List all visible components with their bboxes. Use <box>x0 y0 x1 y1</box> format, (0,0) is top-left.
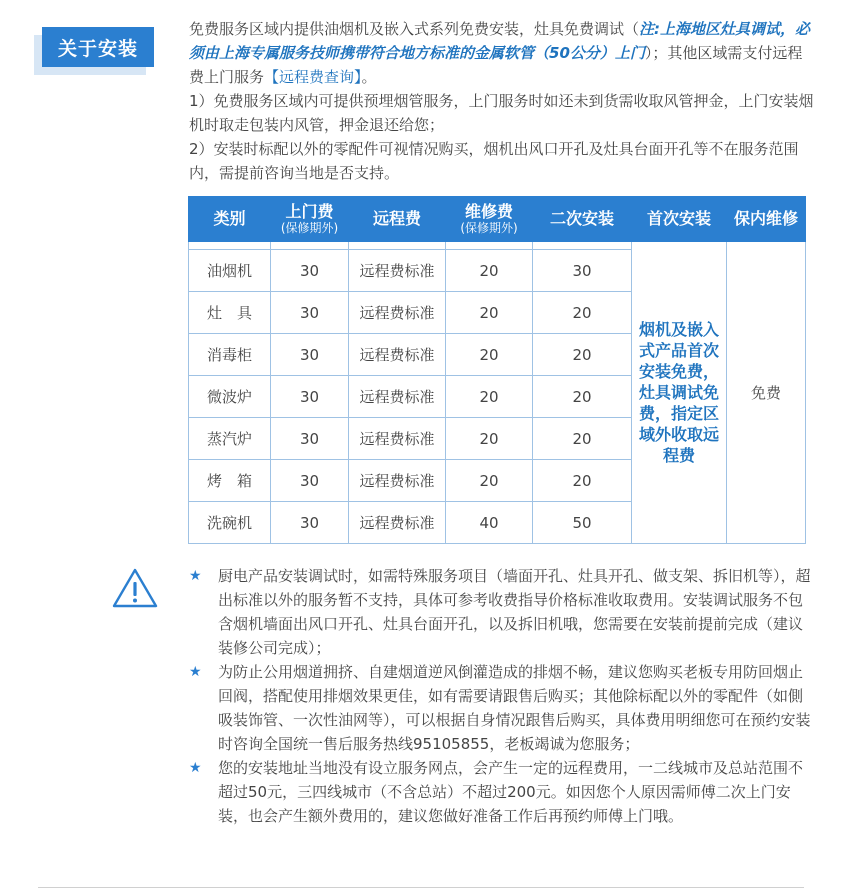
shanghai-note: 注:上海地区灶具调试，必须由上海专属服务技师携带符合地方标准的金属软管（50公分）上门 <box>189 20 811 62</box>
cell-second-install: 20 <box>533 376 632 418</box>
cell-category: 烤 箱 <box>189 460 271 502</box>
cell-repair-fee: 20 <box>446 460 533 502</box>
cell-repair-fee: 20 <box>446 334 533 376</box>
star-bullet-icon: ★ <box>189 568 202 584</box>
cell-category: 消毒柜 <box>189 334 271 376</box>
cell-visit-fee: 30 <box>271 334 349 376</box>
spacer-cell <box>349 242 446 250</box>
intro-text <box>189 17 814 185</box>
star-bullet-icon: ★ <box>189 760 202 776</box>
warning-triangle-icon <box>111 567 159 613</box>
cell-remote-fee: 远程费标准 <box>349 460 446 502</box>
header-visit-fee-sub: (保修期外) <box>280 221 339 235</box>
note-text: 厨电产品安装调试时，如需特殊服务项目（墙面开孔、灶具开孔、做支架、拆旧机等），超出标准以外的服务暂不支持，具体可参考收费指导价格标准收取费用。安装调试服务不包含烟机墙面出风口开孔、灶具台面开孔，以及拆旧机哦，您需要在安装前提前完成（建议装修公司完成）； <box>218 567 811 657</box>
note-text: 您的安装地址当地没有设立服务网点，会产生一定的远程费用，一二线城市及总站范围不超过50元，三四线城市（不含总站）不超过200元。如因您个人原因需师傅二次上门安装，也会产生额外费用的，建议您做好准备工作后再预约师傅上门哦。 <box>218 759 804 825</box>
header-visit-fee-label: 上门费 <box>285 202 334 221</box>
list-item <box>189 756 814 828</box>
header-warranty-repair: 保内维修 <box>727 197 806 242</box>
warranty-repair-note: 免费 <box>727 242 806 544</box>
header-repair-fee <box>446 197 533 242</box>
header-second-install: 二次安装 <box>533 197 632 242</box>
cell-visit-fee: 30 <box>271 418 349 460</box>
cell-remote-fee: 远程费标准 <box>349 376 446 418</box>
header-remote-fee: 远程费 <box>349 197 446 242</box>
cell-category: 洗碗机 <box>189 502 271 544</box>
cell-second-install: 20 <box>533 418 632 460</box>
table-spacer-row <box>189 242 806 250</box>
intro-item-2: 2）安装时标配以外的零配件可视情况购买，烟机出风口开孔及灶具台面开孔等不在服务范围内，需提前咨询当地是否支持。 <box>189 140 799 182</box>
section-title-badge: 关于安装 <box>42 27 154 67</box>
intro-paragraph <box>189 17 814 89</box>
cell-repair-fee: 20 <box>446 292 533 334</box>
spacer-cell <box>533 242 632 250</box>
cell-repair-fee: 20 <box>446 376 533 418</box>
cell-visit-fee: 30 <box>271 250 349 292</box>
header-category: 类别 <box>189 197 271 242</box>
intro-part1: 免费服务区域内提供油烟机及嵌入式系列免费安装，灶具免费调试（ <box>189 20 640 38</box>
cell-remote-fee: 远程费标准 <box>349 292 446 334</box>
remote-fee-query-link[interactable]: 【远程费查询】 <box>264 68 362 86</box>
first-install-note: 烟机及嵌入式产品首次安装免费，灶具调试免费，指定区域外收取远程费 <box>632 242 727 544</box>
header-visit-fee <box>271 197 349 242</box>
spacer-cell <box>189 242 271 250</box>
intro-item-1: 1）免费服务区域内可提供预埋烟管服务，上门服务时如还未到货需收取风管押金，上门安装烟机时取走包装内风管，押金退还给您； <box>189 92 814 134</box>
cell-second-install: 20 <box>533 460 632 502</box>
cell-repair-fee: 40 <box>446 502 533 544</box>
cell-visit-fee: 30 <box>271 376 349 418</box>
cell-visit-fee: 30 <box>271 502 349 544</box>
fee-table <box>188 196 806 544</box>
bottom-divider <box>38 887 804 888</box>
spacer-cell <box>271 242 349 250</box>
star-bullet-icon: ★ <box>189 664 202 680</box>
cell-remote-fee: 远程费标准 <box>349 334 446 376</box>
cell-category: 灶 具 <box>189 292 271 334</box>
cell-remote-fee: 远程费标准 <box>349 418 446 460</box>
notes-list <box>189 564 814 828</box>
cell-remote-fee: 远程费标准 <box>349 502 446 544</box>
cell-second-install: 50 <box>533 502 632 544</box>
header-repair-fee-label: 维修费 <box>464 202 513 221</box>
header-first-install: 首次安装 <box>632 197 727 242</box>
cell-category: 微波炉 <box>189 376 271 418</box>
spacer-cell <box>446 242 533 250</box>
intro-part3: 。 <box>361 68 377 86</box>
cell-category: 油烟机 <box>189 250 271 292</box>
cell-category: 蒸汽炉 <box>189 418 271 460</box>
note-text: 为防止公用烟道拥挤、自建烟道逆风倒灌造成的排烟不畅，建议您购买老板专用防回烟止回阀，搭配使用排烟效果更佳，如有需要请跟售后购买；其他除标配以外的零配件（如側吸装饰管、一次性油网等），可以根据自身情况跟售后购买，具体费用明细您可在预约安装时咨询全国统一售后服务热线95105855，老板竭诚为您服务； <box>218 663 811 753</box>
list-item <box>189 564 814 660</box>
cell-second-install: 20 <box>533 334 632 376</box>
cell-repair-fee: 20 <box>446 418 533 460</box>
cell-visit-fee: 30 <box>271 460 349 502</box>
intro-part2: ）；其他区域需支付远程费上门服务 <box>189 44 803 86</box>
cell-remote-fee: 远程费标准 <box>349 250 446 292</box>
table-header-row <box>189 197 806 242</box>
header-repair-fee-sub: (保修期外) <box>460 221 518 235</box>
list-item <box>189 660 814 756</box>
cell-second-install: 20 <box>533 292 632 334</box>
cell-second-install: 30 <box>533 250 632 292</box>
cell-visit-fee: 30 <box>271 292 349 334</box>
cell-repair-fee: 20 <box>446 250 533 292</box>
